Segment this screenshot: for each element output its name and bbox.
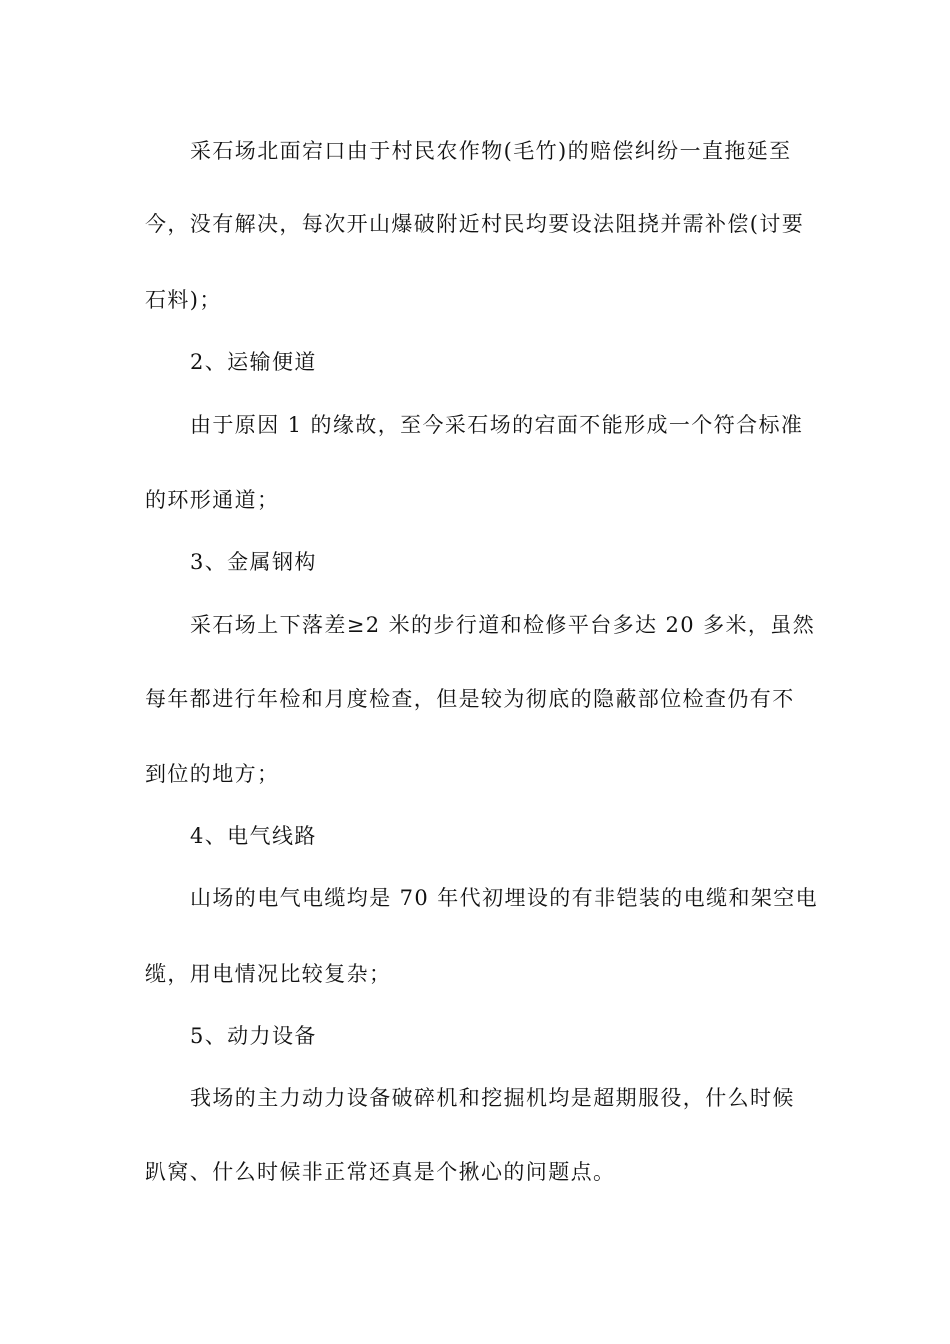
section-heading: 5、动力设备 (190, 1024, 317, 1048)
paragraph-line: 今，没有解决，每次开山爆破附近村民均要设法阻挠并需补偿(讨要 (145, 212, 805, 236)
paragraph-line: 采石场上下落差≥2 米的步行道和检修平台多达 20 多米，虽然 (190, 613, 816, 637)
paragraph-line: 的环形通道； (145, 488, 280, 512)
paragraph-line: 每年都进行年检和月度检查，但是较为彻底的隐蔽部位检查仍有不 (145, 687, 795, 711)
section-heading: 2、运输便道 (190, 350, 317, 374)
paragraph-line: 山场的电气电缆均是 70 年代初埋设的有非铠装的电缆和架空电 (190, 886, 819, 910)
paragraph-line: 采石场北面宕口由于村民农作物(毛竹)的赔偿纠纷一直拖延至 (190, 139, 792, 163)
section-heading: 3、金属钢构 (190, 550, 317, 574)
paragraph-line: 缆，用电情况比较复杂； (145, 962, 392, 986)
paragraph-line: 我场的主力动力设备破碎机和挖掘机均是超期服役，什么时候 (190, 1086, 795, 1110)
paragraph-line: 石料)； (145, 288, 222, 312)
paragraph-line: 由于原因 1 的缘故，至今采石场的宕面不能形成一个符合标准 (190, 413, 804, 437)
section-heading: 4、电气线路 (190, 824, 317, 848)
paragraph-line: 到位的地方； (145, 762, 280, 786)
paragraph-line: 趴窝、什么时候非正常还真是个揪心的问题点。 (145, 1160, 616, 1184)
